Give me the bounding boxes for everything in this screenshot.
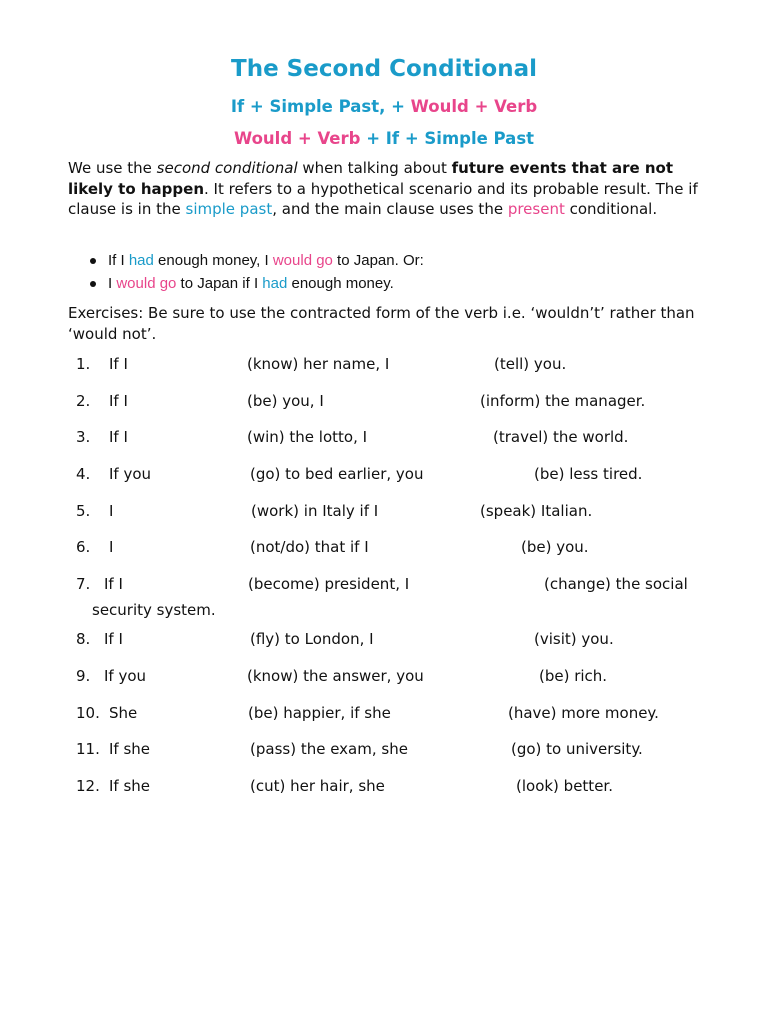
example-item: I would go to Japan if I had enough money. bbox=[90, 272, 424, 295]
exercise-start: If I bbox=[109, 355, 128, 373]
example-would-verb: would go bbox=[272, 252, 333, 269]
exercise-number: 5. bbox=[76, 502, 91, 520]
exercise-number: 3. bbox=[76, 428, 91, 446]
intro-text: , and the main clause uses the bbox=[272, 200, 508, 218]
exercise-middle: (go) to bed earlier, you bbox=[250, 465, 424, 483]
intro-simple-past: simple past bbox=[185, 200, 273, 218]
exercise-instructions: Exercises: Be sure to use the contracted form of the verb i.e. ‘wouldn’t’ rather than ‘would not’. bbox=[68, 304, 695, 343]
exercise-end: (be) less tired. bbox=[534, 465, 643, 483]
exercise-start: If you bbox=[104, 667, 147, 685]
example-past-verb: had bbox=[128, 252, 154, 269]
exercise-start: If I bbox=[109, 392, 128, 410]
exercise-middle: (be) happier, if she bbox=[248, 704, 391, 722]
formula-would-part: Would + Verb bbox=[410, 97, 538, 116]
exercise-start: If I bbox=[104, 575, 123, 593]
exercise-end: (look) better. bbox=[516, 777, 613, 795]
page-title: The Second Conditional bbox=[231, 56, 537, 82]
exercise-middle: (be) you, I bbox=[247, 392, 324, 410]
exercise-continuation: security system. bbox=[92, 601, 216, 619]
exercise-end: (be) rich. bbox=[539, 667, 608, 685]
exercise-number: 2. bbox=[76, 392, 91, 410]
example-past-verb: had bbox=[262, 275, 288, 292]
formula-would-part: Would + Verb bbox=[233, 129, 361, 148]
exercise-number: 8. bbox=[76, 630, 91, 648]
exercise-start: I bbox=[109, 538, 114, 556]
exercise-end: (have) more money. bbox=[508, 704, 659, 722]
exercise-start: If you bbox=[109, 465, 152, 483]
exercise-middle: (become) president, I bbox=[248, 575, 410, 593]
exercise-number: 12. bbox=[76, 777, 100, 795]
exercise-middle: (not/do) that if I bbox=[250, 538, 369, 556]
exercise-end: (be) you. bbox=[521, 538, 589, 556]
exercise-start: If I bbox=[104, 630, 123, 648]
exercise-start: If she bbox=[109, 740, 151, 758]
exercise-number: 7. bbox=[76, 575, 91, 593]
exercise-start: I bbox=[109, 502, 114, 520]
exercise-number: 11. bbox=[76, 740, 100, 758]
exercise-start: If she bbox=[109, 777, 151, 795]
example-item: If I had enough money, I would go to Japan. Or: bbox=[90, 249, 424, 272]
exercise-end: (travel) the world. bbox=[493, 428, 629, 446]
exercise-middle: (work) in Italy if I bbox=[251, 502, 379, 520]
exercise-number: 6. bbox=[76, 538, 91, 556]
exercise-number: 4. bbox=[76, 465, 91, 483]
exercise-end: (speak) Italian. bbox=[480, 502, 593, 520]
exercise-end: (inform) the manager. bbox=[480, 392, 646, 410]
exercise-middle: (fly) to London, I bbox=[250, 630, 374, 648]
intro-text: . It refers to a hypothetical scenario and its probable result. The if clause is in the bbox=[68, 179, 698, 218]
exercise-end: (tell) you. bbox=[494, 355, 567, 373]
intro-text: We use the bbox=[68, 159, 157, 177]
exercise-middle: (win) the lotto, I bbox=[247, 428, 368, 446]
exercise-middle: (know) her name, I bbox=[247, 355, 390, 373]
exercise-end: (visit) you. bbox=[534, 630, 614, 648]
intro-text: conditional. bbox=[564, 200, 658, 218]
formula-if-part: + If + Simple Past bbox=[360, 129, 535, 148]
exercise-number: 10. bbox=[76, 704, 100, 722]
exercise-start: If I bbox=[109, 428, 128, 446]
example-would-verb: would go bbox=[116, 275, 177, 292]
exercise-end: (change) the social bbox=[544, 575, 688, 593]
exercise-middle: (know) the answer, you bbox=[247, 667, 424, 685]
exercise-start: She bbox=[109, 704, 138, 722]
exercise-number: 9. bbox=[76, 667, 91, 685]
exercise-middle: (cut) her hair, she bbox=[250, 777, 385, 795]
intro-emphasis: future events that are not likely to happen bbox=[68, 159, 674, 198]
intro-present: present bbox=[507, 200, 565, 218]
exercise-end: (go) to university. bbox=[511, 740, 643, 758]
intro-term: second conditional bbox=[156, 159, 298, 177]
exercise-number: 1. bbox=[76, 355, 91, 373]
intro-text: when talking about bbox=[297, 159, 452, 177]
formula-if-part: If + Simple Past, + bbox=[230, 97, 411, 116]
exercise-middle: (pass) the exam, she bbox=[250, 740, 408, 758]
